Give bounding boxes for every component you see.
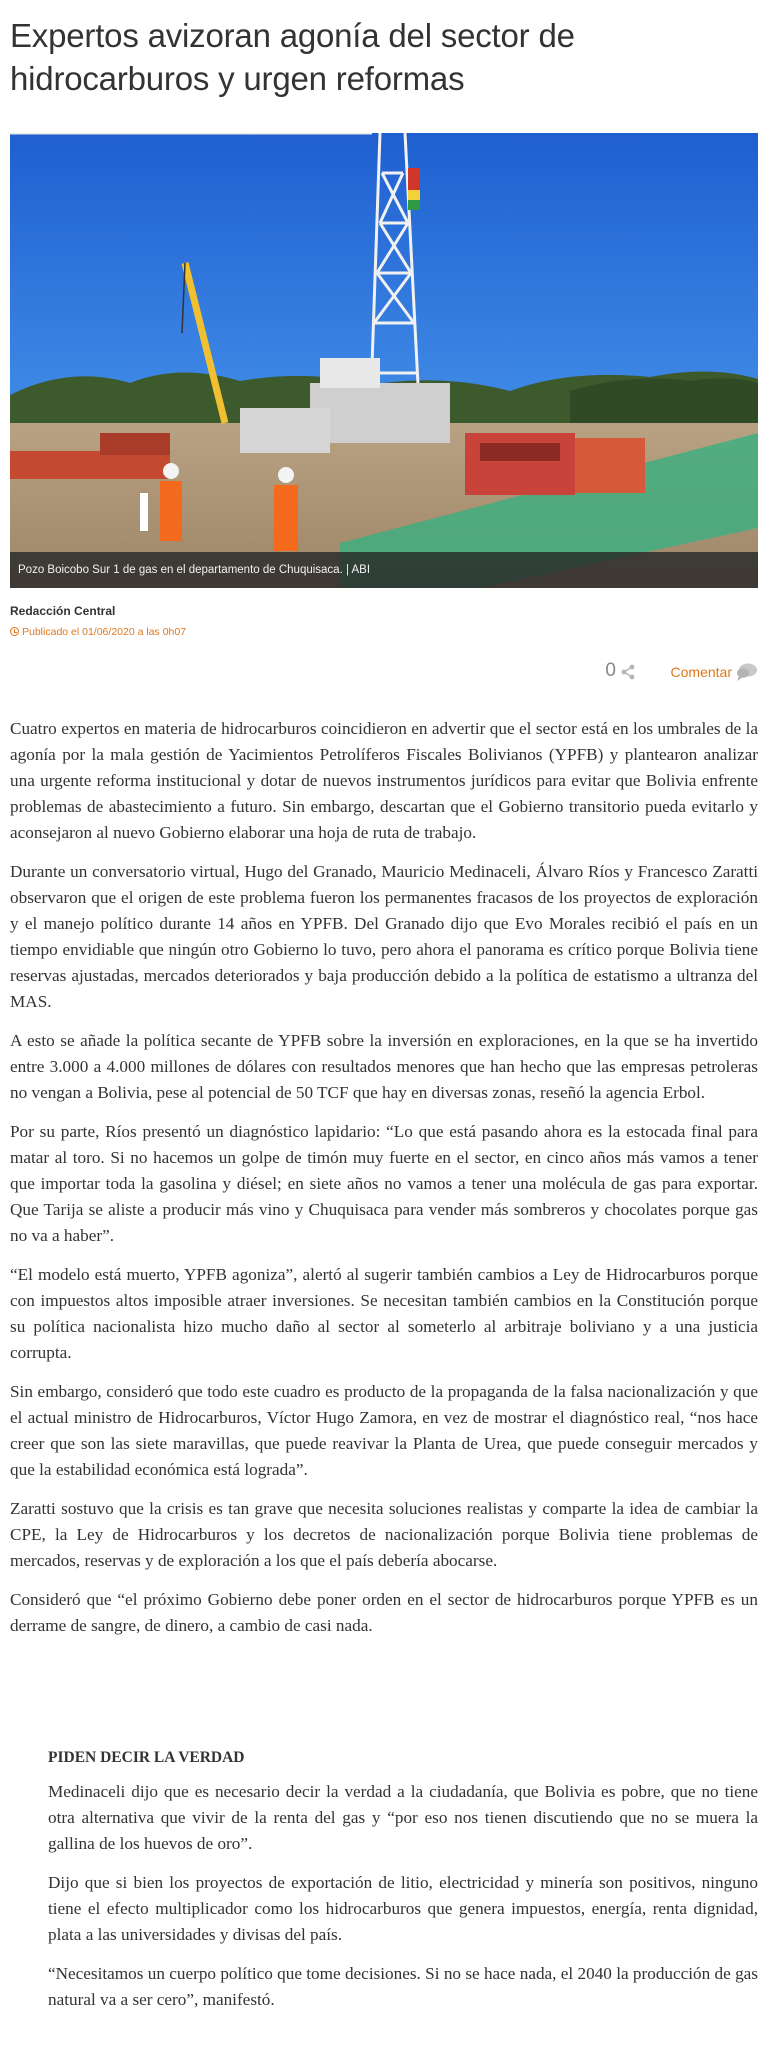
comment-icon[interactable] — [736, 662, 758, 687]
share-icon[interactable] — [620, 664, 636, 685]
author-byline: Redacción Central — [10, 604, 116, 618]
body-paragraph: Sin embargo, consideró que todo este cuadro es producto de la propaganda de la falsa nacionalización y que el actual ministro de Hidrocarburos, Víctor Hugo Zamora, en vez de mostrar el diagnóstico real, “nos hace creer que son las siete maravillas, que puede reavivar la Planta de Urea, que puede conseguir mercados y que la estabilidad económica está lograda”. — [10, 1382, 758, 1479]
body-paragraph: Por su parte, Ríos presentó un diagnóstico lapidario: “Lo que está pasando ahora es la estocada final para matar al toro. Si no hacemos un golpe de timón muy fuerte en el sector, en cinco años más vamos a tener que importar toda la gasolina y diésel; en siete años no vamos a tener una molécula de gas para exportar. Que Tarija se aliste a producir más vino y Chuquisaca para vender más sombreros y chocolates porque gas no va a haber”. — [10, 1122, 758, 1245]
publish-date — [10, 626, 186, 638]
article-body — [10, 716, 758, 1652]
share-count: 0 — [605, 660, 616, 681]
sidebox-paragraph: “Necesitamos un cuerpo político que tome decisiones. Si no se hace nada, el 2040 la producción de gas natural va a ser cero”, manifestó. — [48, 1964, 758, 2009]
sidebox-heading: PIDEN DECIR LA VERDAD — [48, 1749, 245, 1766]
article-page — [10, 0, 758, 2009]
sidebox — [48, 1747, 758, 2026]
body-paragraph: Durante un conversatorio virtual, Hugo del Granado, Mauricio Medinaceli, Álvaro Ríos y Francesco Zaratti observaron que el origen de este problema fueron los permanentes fracasos de los proyectos de exploración y el manejo político durante 14 años en YPFB. Del Granado dijo que Evo Morales recibió el país en un tiempo envidiable que ningún otro Gobierno lo tuvo, pero ahora el panorama es crítico porque Bolivia tiene reservas ajustadas, mercados deteriorados y baja producción debido a la política de estatismo a ultranza del MAS. — [10, 862, 758, 1011]
social-bar — [598, 660, 758, 684]
photo-caption: Pozo Boicobo Sur 1 de gas en el departamento de Chuquisaca. | ABI — [10, 552, 758, 588]
body-paragraph: Zaratti sostuvo que la crisis es tan grave que necesita soluciones realistas y comparte la idea de cambiar la CPE, la Ley de Hidrocarburos y los decretos de nacionalización porque Bolivia tiene problemas de mercados, reservas y de exploración a los que el país debería abocarse. — [10, 1499, 758, 1570]
gas-rig-photo — [10, 133, 758, 588]
body-paragraph: Consideró que “el próximo Gobierno debe poner orden en el sector de hidrocarburos porque YPFB es un derrame de sangre, de dinero, a cambio de casi nada. — [10, 1590, 758, 1635]
sidebox-paragraph: Dijo que si bien los proyectos de exportación de litio, electricidad y minería son positivos, ninguno tiene el efecto multiplicador como los hidrocarburos que genera impuestos, energía, renta dignidad, plata a las universidades y divisas del país. — [48, 1873, 758, 1944]
clock-icon — [10, 627, 19, 636]
article-title: Expertos avizoran agonía del sector de hidrocarburos y urgen reformas — [10, 17, 575, 97]
body-paragraph: Cuatro expertos en materia de hidrocarburos coincidieron en advertir que el sector está en los umbrales de la agonía por la mala gestión de Yacimientos Petrolíferos Fiscales Bolivianos (YPFB) y plantearon analizar una urgente reforma institucional y dotar de nuevos instrumentos jurídicos para evitar que Bolivia enfrente problemas de abastecimiento a futuro. Sin embargo, descartan que el Gobierno transitorio pueda evitarlo y aconsejaron al nuevo Gobierno elaborar una hoja de ruta de trabajo. — [10, 719, 758, 842]
body-paragraph: A esto se añade la política secante de YPFB sobre la inversión en exploraciones, en la que se ha invertido entre 3.000 a 4.000 millones de dólares con resultados menores que han hecho que las empresas petroleras no vengan a Bolivia, pese al potencial de 50 TCF que hay en diversas zonas, reseñó la agencia Erbol. — [10, 1031, 758, 1102]
comment-link[interactable]: Comentar — [670, 664, 732, 680]
publish-date-text: Publicado el 01/06/2020 a las 0h07 — [22, 626, 187, 638]
sidebox-paragraph: Medinaceli dijo que es necesario decir la verdad a la ciudadanía, que Bolivia es pobre, que no tiene otra alternativa que vivir de la renta del gas y “por eso nos tienen discutiendo que no se muera la gallina de los huevos de oro”. — [48, 1782, 758, 1853]
article-photo — [10, 133, 758, 588]
body-paragraph: “El modelo está muerto, YPFB agoniza”, alertó al sugerir también cambios a Ley de Hidrocarburos porque con impuestos altos imposible atraer inversiones. Se necesitan también cambios en la Constitución porque su política nacionalista hizo mucho daño al sector al someterlo al arbitraje boliviano y a una justicia corrupta. — [10, 1265, 758, 1362]
